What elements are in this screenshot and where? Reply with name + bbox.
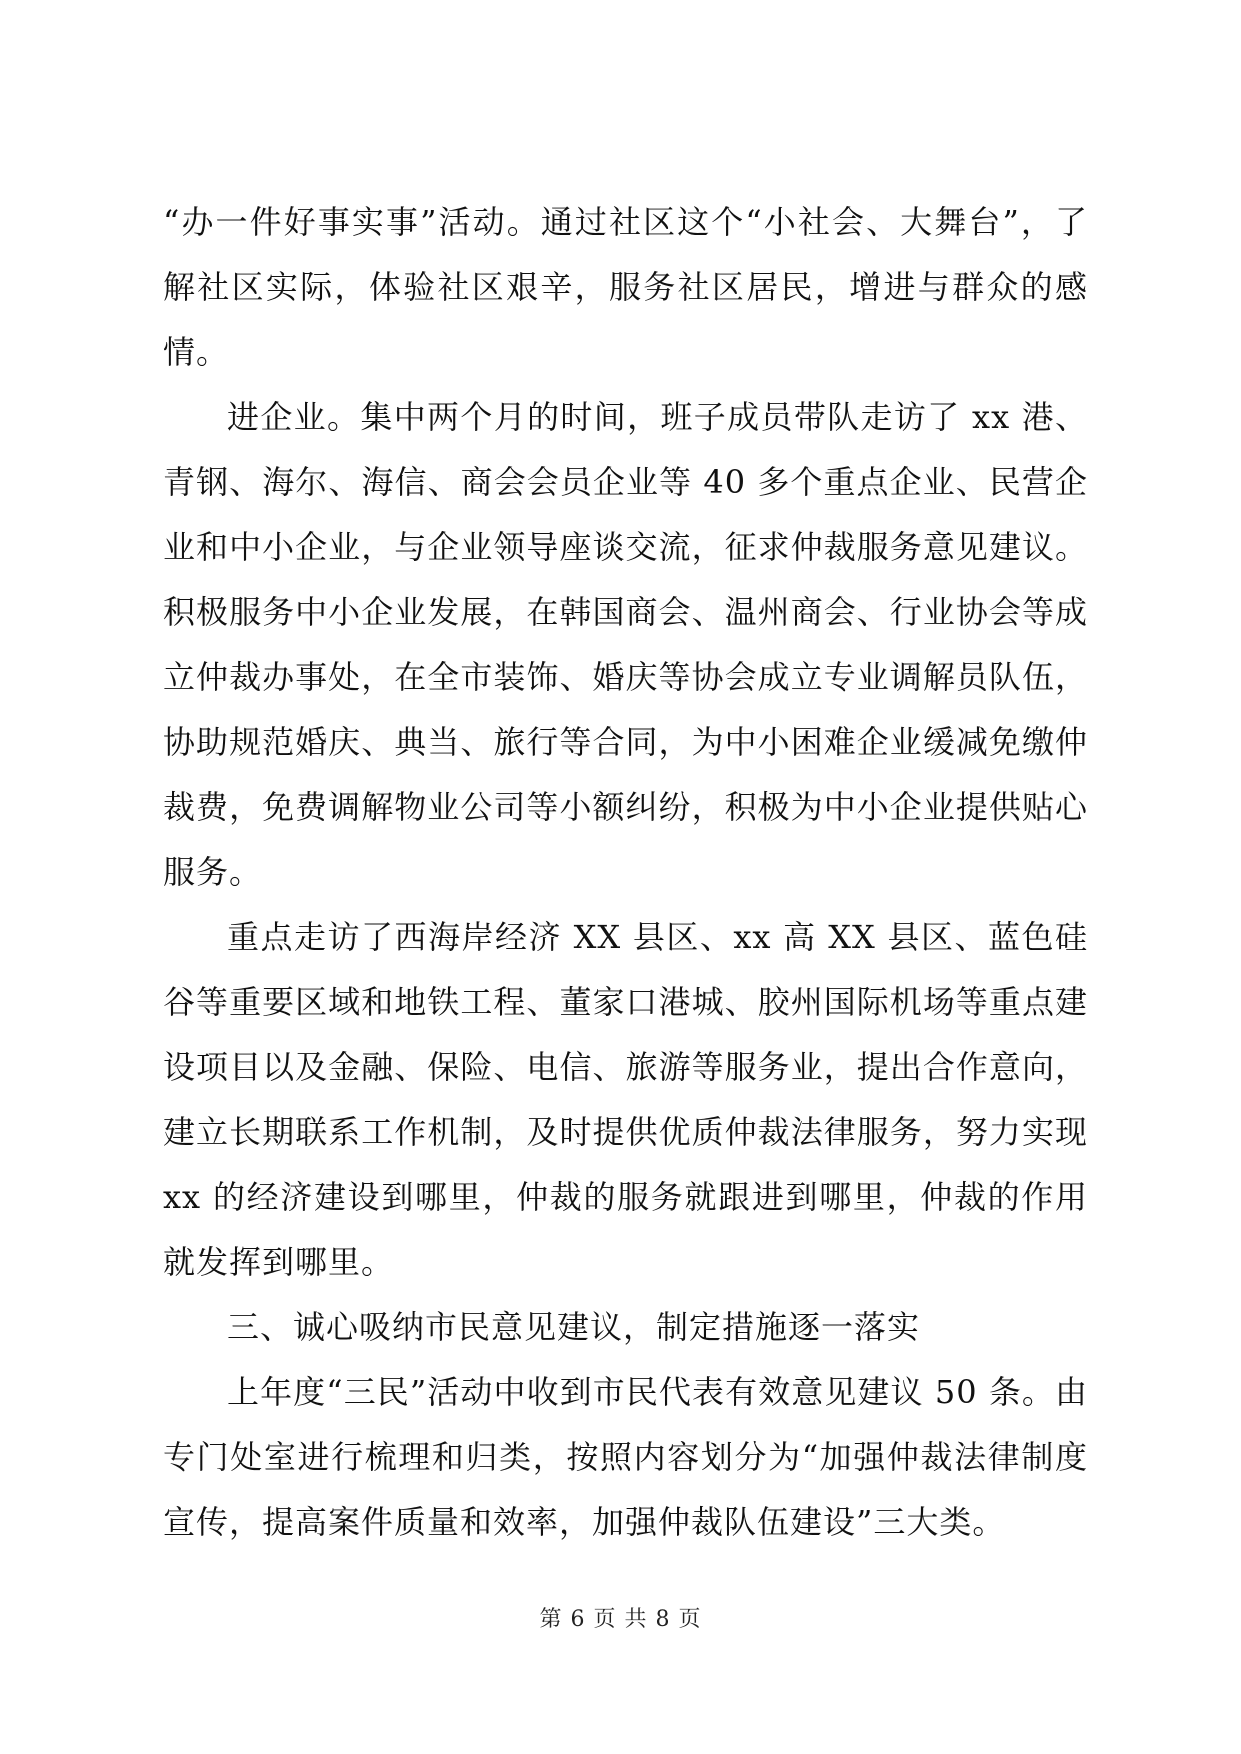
document-body: [163, 190, 1088, 1555]
paragraph-enterprise-visits: 进企业。集中两个月的时间，班子成员带队走访了 xx 港、青钢、海尔、海信、商会会员企业等 40 多个重点企业、民营企业和中小企业，与企业领导座谈交流，征求仲裁服务意见建议。积极服务中小企业发展，在韩国商会、温州商会、行业协会等成立仲裁办事处，在全市装饰、婚庆等协会成立专业调解员队伍，协助规范婚庆、典当、旅行等合同，为中小困难企业缓减免缴仲裁费，免费调解物业公司等小额纠纷，积极为中小企业提供贴心服务。: [163, 398, 1088, 891]
paragraph-key-visits: 重点走访了西海岸经济 XX 县区、xx 高 XX 县区、蓝色硅谷等重要区域和地铁工程、董家口港城、胶州国际机场等重点建设项目以及金融、保险、电信、旅游等服务业，提出合作意向，建立长期联系工作机制，及时提供优质仲裁法律服务，努力实现 xx 的经济建设到哪里，仲裁的服务就跟进到哪里，仲裁的作用就发挥到哪里。: [163, 918, 1088, 1281]
paragraph-citizen-suggestions: 上年度“三民”活动中收到市民代表有效意见建议 50 条。由专门处室进行梳理和归类，按照内容划分为“加强仲裁法律制度宣传，提高案件质量和效率，加强仲裁队伍建设”三大类。: [163, 1373, 1088, 1541]
section-heading: 三、诚心吸纳市民意见建议，制定措施逐一落实: [227, 1308, 921, 1346]
page-number-footer: 第 6 页 共 8 页: [539, 1607, 702, 1632]
paragraph-continuation: “办一件好事实事”活动。通过社区这个“小社会、大舞台”，了解社区实际，体验社区艰辛，服务社区居民，增进与群众的感情。: [163, 203, 1088, 371]
